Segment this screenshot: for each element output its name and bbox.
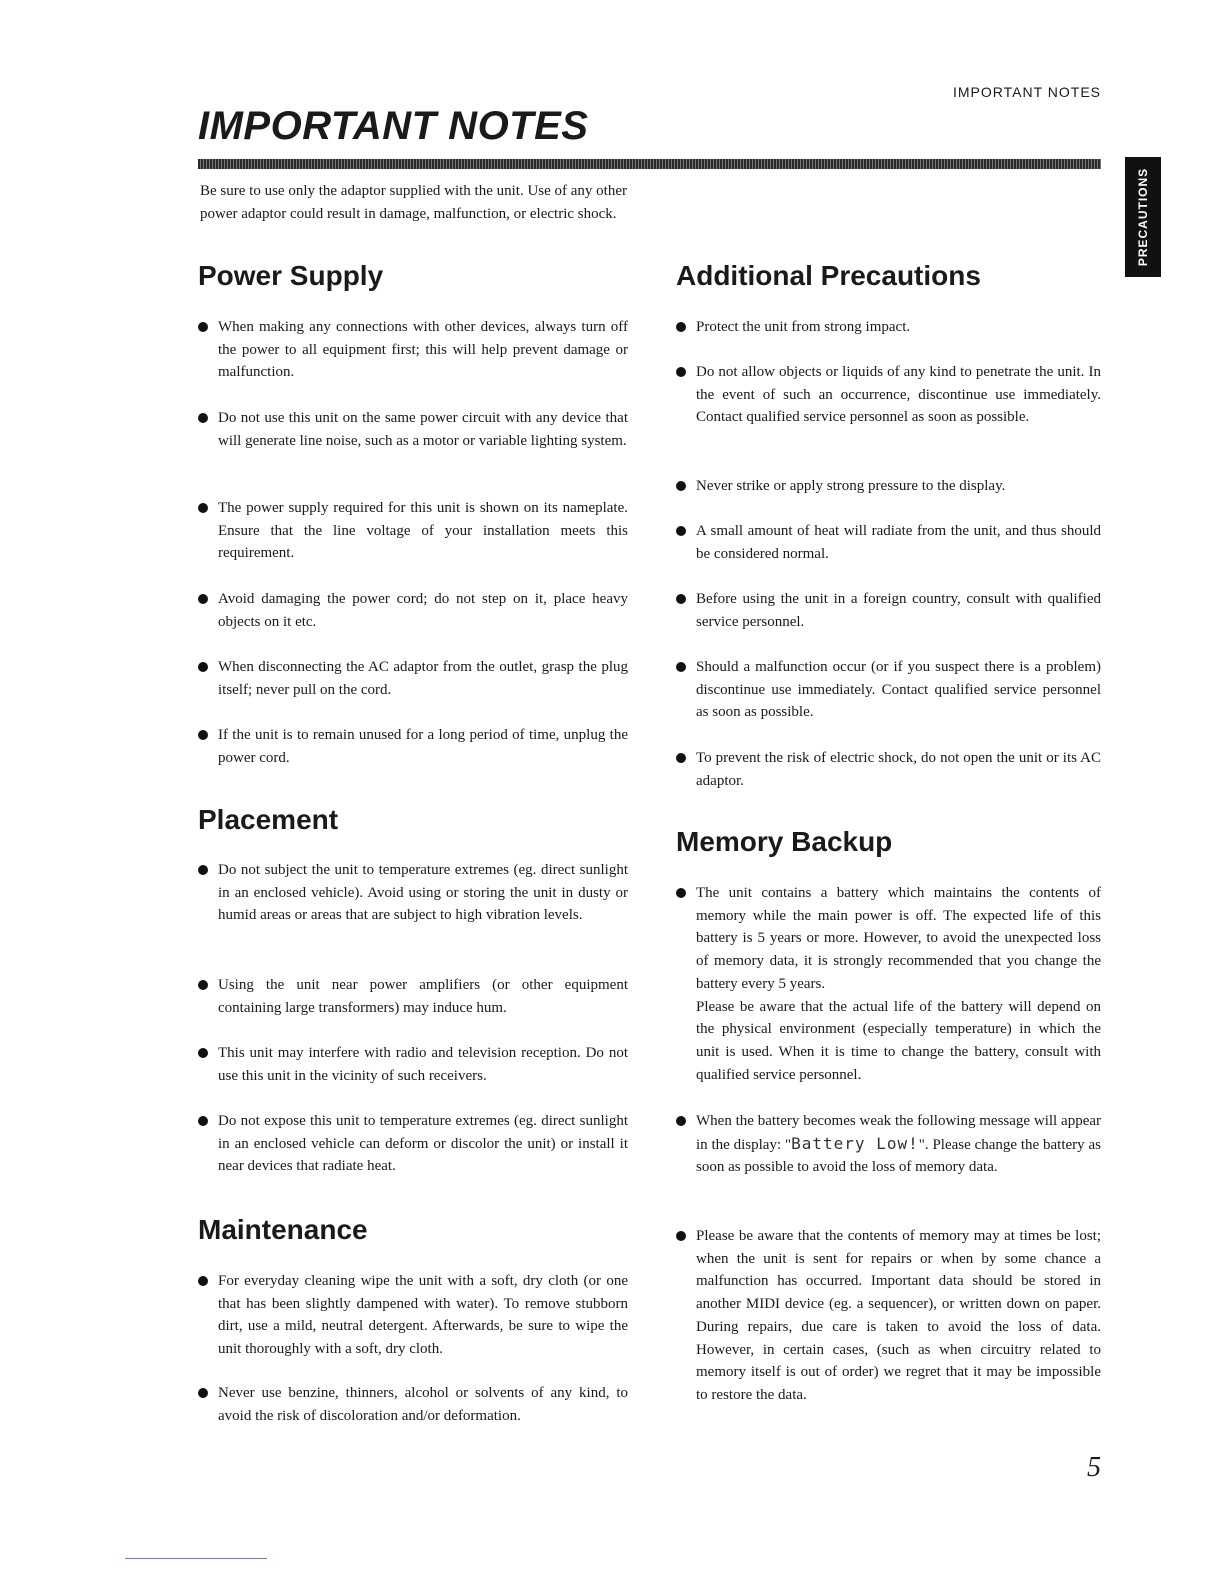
bullet-icon [198, 503, 208, 513]
list-item-text-continued: Please be aware that the actual life of the battery will depend on the physical environment (especially temperature) in which the unit is used. When it is time to change the battery, consult with qualified service personnel. [696, 998, 1101, 1083]
list-item-text: Using the unit near power amplifiers (or other equipment containing large transformers) may induce hum. [218, 977, 628, 1016]
running-head: IMPORTANT NOTES [952, 84, 1101, 100]
list-item [676, 656, 1101, 724]
section-tab [1125, 157, 1161, 277]
list-item [198, 497, 628, 565]
list-item [676, 1225, 1101, 1407]
bullet-icon [676, 322, 686, 332]
list-item-text: Do not subject the unit to temperature extremes (eg. direct sunlight in an enclosed vehicle). Avoid using or storing the unit in dusty or humid areas or areas that are subject to high vibration levels. [218, 862, 628, 924]
bullet-icon [198, 662, 208, 672]
list-item [198, 974, 628, 1019]
bullet-icon [676, 367, 686, 377]
additional-precautions-heading: Additional Precautions [676, 260, 981, 291]
bullet-icon [198, 1388, 208, 1398]
list-item-text: When disconnecting the AC adaptor from the outlet, grasp the plug itself; never pull on the cord. [218, 659, 628, 698]
bullet-icon [198, 594, 208, 604]
list-item [198, 1382, 628, 1427]
bullet-icon [198, 322, 208, 332]
list-item [198, 588, 628, 633]
bullet-icon [676, 526, 686, 536]
list-item-text: The power supply required for this unit is shown on its nameplate. Ensure that the line voltage of your installation meets this requirement. [218, 500, 628, 562]
list-item-text: When the battery becomes weak the following message will appear in the display: " [696, 1113, 1101, 1153]
list-item-text: Do not allow objects or liquids of any kind to penetrate the unit. In the event of such an occurrence, discontinue use immediately. Contact qualified service personnel as soon as possible. [696, 364, 1101, 426]
list-item-text: Before using the unit in a foreign country, consult with qualified service personnel. [696, 591, 1101, 630]
list-item-text: Should a malfunction occur (or if you suspect there is a problem) discontinue use immediately. Contact qualified service personnel as soon as possible. [696, 659, 1101, 721]
list-item [198, 1110, 628, 1178]
list-item-text: For everyday cleaning wipe the unit with a soft, dry cloth (or one that has been slightly dampened with water). To remove stubborn dirt, use a mild, neutral detergent. Afterwards, be sure to wipe the unit thoroughly with a soft, dry cloth. [218, 1273, 628, 1358]
list-item-text: This unit may interfere with radio and television reception. Do not use this unit in the vicinity of such receivers. [218, 1045, 628, 1084]
list-item-text: A small amount of heat will radiate from the unit, and thus should be considered normal. [696, 523, 1101, 562]
list-item [676, 475, 1101, 498]
bullet-icon [198, 413, 208, 423]
lcd-message: Battery Low! [791, 1133, 919, 1153]
bullet-icon [676, 888, 686, 898]
bullet-icon [676, 594, 686, 604]
list-item-text: Do not use this unit on the same power circuit with any device that will generate line noise, such as a motor or variable lighting system. [218, 410, 628, 449]
intro-paragraph: Be sure to use only the adaptor supplied with the unit. Use of any other power adaptor could result in damage, malfunction, or electric shock. [200, 183, 627, 222]
list-item-text: The unit contains a battery which maintains the contents of memory while the main power is off. The expected life of this battery is 5 years or more. However, to avoid the unexpected loss of memory data, it is strongly recommended that you change the battery every 5 years. [696, 885, 1101, 992]
bullet-icon [198, 1276, 208, 1286]
list-item [676, 882, 1101, 1086]
bullet-icon [676, 481, 686, 491]
list-item-text-end: ". Please change the battery as soon as possible to avoid the loss of memory data. [696, 1136, 1101, 1176]
list-item [198, 407, 628, 452]
bullet-icon [676, 753, 686, 763]
list-item-text: To prevent the risk of electric shock, do not open the unit or its AC adaptor. [696, 750, 1101, 789]
list-item [198, 1042, 628, 1087]
power-supply-heading: Power Supply [198, 260, 384, 291]
list-item-text: Please be aware that the contents of memory may at times be lost; when the unit is sent for repairs or when by some chance a malfunction has occurred. Important data should be stored in another MIDI device (eg. a sequencer), or written down on paper. During repairs, due care is taken to avoid the loss of data. However, in certain cases, (such as when circuitry related to memory itself is out of order) we regret that it may be impossible to restore the data. [696, 1228, 1101, 1403]
list-item [198, 1270, 628, 1361]
bullet-icon [198, 865, 208, 875]
title-rule [198, 159, 1101, 169]
list-item-text: Avoid damaging the power cord; do not step on it, place heavy objects on it etc. [218, 591, 628, 630]
list-item [198, 656, 628, 701]
bullet-icon [676, 1116, 686, 1126]
list-item [198, 316, 628, 384]
placement-heading: Placement [198, 804, 339, 835]
list-item-text: Protect the unit from strong impact. [696, 319, 911, 335]
bullet-icon [198, 980, 208, 990]
list-item [676, 1110, 1101, 1179]
list-item [198, 859, 628, 927]
list-item-text: Never strike or apply strong pressure to the display. [696, 478, 1006, 494]
memory-backup-heading: Memory Backup [676, 826, 893, 857]
list-item-text: If the unit is to remain unused for a long period of time, unplug the power cord. [218, 727, 628, 766]
list-item [676, 747, 1101, 792]
list-item-text: When making any connections with other devices, always turn off the power to all equipment first; this will help prevent damage or malfunction. [218, 319, 628, 381]
bottom-rule [125, 1558, 267, 1559]
bullet-icon [676, 662, 686, 672]
bullet-icon [198, 1116, 208, 1126]
list-item [676, 361, 1101, 429]
list-item [198, 724, 628, 769]
list-item [676, 316, 1101, 339]
bullet-icon [198, 730, 208, 740]
list-item [676, 588, 1101, 633]
list-item-text: Never use benzine, thinners, alcohol or solvents of any kind, to avoid the risk of discoloration and/or deformation. [218, 1385, 628, 1424]
bullet-icon [676, 1231, 686, 1241]
section-tab-label: PRECAUTIONS [1136, 167, 1150, 267]
bullet-icon [198, 1048, 208, 1058]
list-item [676, 520, 1101, 565]
page-number: 5 [1087, 1452, 1101, 1483]
list-item-text: Do not expose this unit to temperature extremes (eg. direct sunlight in an enclosed vehicle can deform or discolor the unit) or install it near devices that radiate heat. [218, 1113, 628, 1175]
maintenance-heading: Maintenance [198, 1214, 368, 1245]
page-title: IMPORTANT NOTES [198, 104, 589, 148]
